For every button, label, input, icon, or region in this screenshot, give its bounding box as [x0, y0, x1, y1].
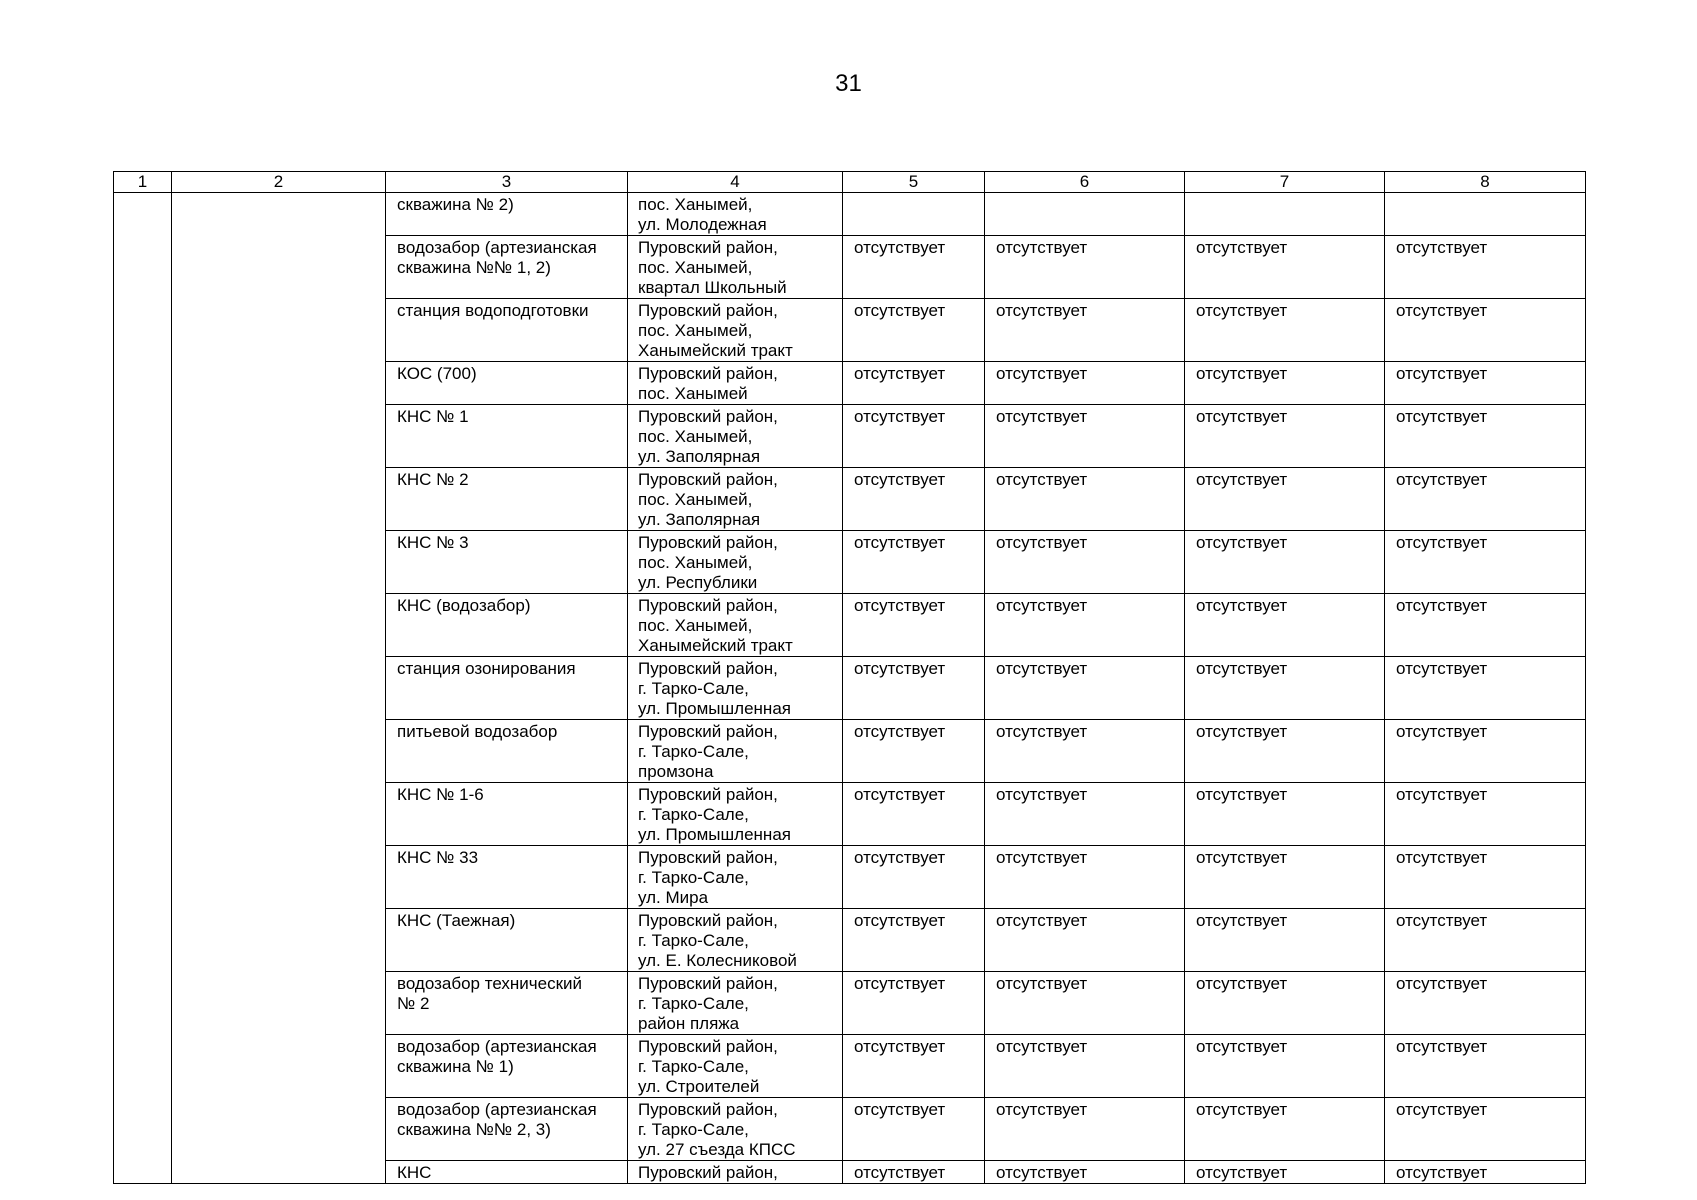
- cell-object: КНС № 1-6: [386, 783, 628, 846]
- cell-col6: отсутствует: [985, 236, 1185, 299]
- cell-col7: отсутствует: [1185, 909, 1385, 972]
- cell-address: Пуровский район, пос. Ханымей, квартал Школьный: [628, 236, 843, 299]
- cell-address: Пуровский район, г. Тарко-Сале, ул. Промышленная: [628, 783, 843, 846]
- cell-col6: отсутствует: [985, 531, 1185, 594]
- cell-col8: отсутствует: [1385, 1035, 1586, 1098]
- cell-address: Пуровский район, г. Тарко-Сале, район пляжа: [628, 972, 843, 1035]
- cell-col7: отсутствует: [1185, 1035, 1385, 1098]
- cell-object: водозабор (артезианская скважина №№ 1, 2): [386, 236, 628, 299]
- cell-col5: отсутствует: [843, 1161, 985, 1184]
- cell-col8: отсутствует: [1385, 236, 1586, 299]
- cell-address: Пуровский район, г. Тарко-Сале, ул. Промышленная: [628, 657, 843, 720]
- cell-col5: отсутствует: [843, 1035, 985, 1098]
- cell-address: Пуровский район, пос. Ханымей, Ханымейский тракт: [628, 299, 843, 362]
- cell-object: КНС (водозабор): [386, 594, 628, 657]
- cell-col6: отсутствует: [985, 846, 1185, 909]
- cell-col6: отсутствует: [985, 657, 1185, 720]
- cell-col7: отсутствует: [1185, 1098, 1385, 1161]
- cell-col7: отсутствует: [1185, 1161, 1385, 1184]
- cell-col1-merged: [114, 193, 172, 1184]
- cell-col6: [985, 193, 1185, 236]
- cell-col5: отсутствует: [843, 362, 985, 405]
- cell-object: скважина № 2): [386, 193, 628, 236]
- cell-col5: отсутствует: [843, 720, 985, 783]
- cell-col8: отсутствует: [1385, 531, 1586, 594]
- cell-col7: отсутствует: [1185, 657, 1385, 720]
- cell-col8: отсутствует: [1385, 783, 1586, 846]
- cell-col5: отсутствует: [843, 972, 985, 1035]
- cell-col6: отсутствует: [985, 468, 1185, 531]
- cell-address: пос. Ханымей, ул. Молодежная: [628, 193, 843, 236]
- cell-object: водозабор (артезианская скважина №№ 2, 3): [386, 1098, 628, 1161]
- cell-col5: отсутствует: [843, 236, 985, 299]
- cell-col7: отсутствует: [1185, 783, 1385, 846]
- cell-object: КНС: [386, 1161, 628, 1184]
- cell-col7: отсутствует: [1185, 362, 1385, 405]
- cell-col6: отсутствует: [985, 299, 1185, 362]
- column-header: 1: [114, 172, 172, 193]
- cell-col6: отсутствует: [985, 362, 1185, 405]
- cell-address: Пуровский район, г. Тарко-Сале, ул. Мира: [628, 846, 843, 909]
- cell-col5: отсутствует: [843, 783, 985, 846]
- cell-object: водозабор технический № 2: [386, 972, 628, 1035]
- cell-object: станция водоподготовки: [386, 299, 628, 362]
- cell-col8: отсутствует: [1385, 299, 1586, 362]
- column-header: 8: [1385, 172, 1586, 193]
- cell-col7: отсутствует: [1185, 531, 1385, 594]
- cell-address: Пуровский район, г. Тарко-Сале, ул. Е. Колесниковой: [628, 909, 843, 972]
- cell-address: Пуровский район, пос. Ханымей, ул. Заполярная: [628, 405, 843, 468]
- column-header: 6: [985, 172, 1185, 193]
- cell-col7: отсутствует: [1185, 972, 1385, 1035]
- cell-col5: отсутствует: [843, 909, 985, 972]
- cell-address: Пуровский район, г. Тарко-Сале, ул. Строителей: [628, 1035, 843, 1098]
- header-row: [114, 172, 1586, 193]
- cell-col7: отсутствует: [1185, 594, 1385, 657]
- column-header: 5: [843, 172, 985, 193]
- cell-col5: отсутствует: [843, 531, 985, 594]
- cell-col7: отсутствует: [1185, 236, 1385, 299]
- cell-col8: отсутствует: [1385, 909, 1586, 972]
- column-header: 3: [386, 172, 628, 193]
- cell-col8: отсутствует: [1385, 657, 1586, 720]
- cell-col5: отсутствует: [843, 299, 985, 362]
- cell-object: КНС № 1: [386, 405, 628, 468]
- cell-address: Пуровский район, пос. Ханымей, Ханымейский тракт: [628, 594, 843, 657]
- cell-col7: отсутствует: [1185, 405, 1385, 468]
- cell-col8: отсутствует: [1385, 1161, 1586, 1184]
- column-header: 4: [628, 172, 843, 193]
- cell-col5: отсутствует: [843, 657, 985, 720]
- page-number: 31: [835, 70, 862, 97]
- cell-col8: отсутствует: [1385, 362, 1586, 405]
- cell-col7: отсутствует: [1185, 468, 1385, 531]
- cell-col8: [1385, 193, 1586, 236]
- cell-object: КНС № 3: [386, 531, 628, 594]
- cell-col8: отсутствует: [1385, 468, 1586, 531]
- cell-col6: отсутствует: [985, 1098, 1185, 1161]
- cell-address: Пуровский район, г. Тарко-Сале, промзона: [628, 720, 843, 783]
- cell-col8: отсутствует: [1385, 594, 1586, 657]
- cell-col6: отсутствует: [985, 594, 1185, 657]
- cell-object: питьевой водозабор: [386, 720, 628, 783]
- cell-col8: отсутствует: [1385, 405, 1586, 468]
- cell-col7: [1185, 193, 1385, 236]
- cell-col2-merged: [172, 193, 386, 1184]
- cell-object: КОС (700): [386, 362, 628, 405]
- cell-address: Пуровский район, пос. Ханымей: [628, 362, 843, 405]
- table-row: [114, 193, 1586, 236]
- cell-col5: отсутствует: [843, 1098, 985, 1161]
- cell-col6: отсутствует: [985, 909, 1185, 972]
- cell-col5: отсутствует: [843, 468, 985, 531]
- cell-col8: отсутствует: [1385, 846, 1586, 909]
- cell-col6: отсутствует: [985, 972, 1185, 1035]
- cell-col7: отсутствует: [1185, 299, 1385, 362]
- cell-address: Пуровский район, г. Тарко-Сале, ул. 27 съезда КПСС: [628, 1098, 843, 1161]
- cell-col6: отсутствует: [985, 783, 1185, 846]
- cell-object: КНС № 33: [386, 846, 628, 909]
- data-table: [113, 171, 1586, 1184]
- cell-col6: отсутствует: [985, 405, 1185, 468]
- cell-col6: отсутствует: [985, 1161, 1185, 1184]
- cell-col8: отсутствует: [1385, 972, 1586, 1035]
- column-header: 2: [172, 172, 386, 193]
- cell-col8: отсутствует: [1385, 720, 1586, 783]
- cell-col7: отсутствует: [1185, 720, 1385, 783]
- cell-address: Пуровский район, пос. Ханымей, ул. Республики: [628, 531, 843, 594]
- cell-address: Пуровский район, пос. Ханымей, ул. Заполярная: [628, 468, 843, 531]
- cell-object: КНС № 2: [386, 468, 628, 531]
- cell-col6: отсутствует: [985, 1035, 1185, 1098]
- cell-address: Пуровский район,: [628, 1161, 843, 1184]
- cell-col6: отсутствует: [985, 720, 1185, 783]
- column-header: 7: [1185, 172, 1385, 193]
- cell-col5: [843, 193, 985, 236]
- cell-col5: отсутствует: [843, 846, 985, 909]
- cell-object: водозабор (артезианская скважина № 1): [386, 1035, 628, 1098]
- cell-col8: отсутствует: [1385, 1098, 1586, 1161]
- cell-object: КНС (Таежная): [386, 909, 628, 972]
- cell-col5: отсутствует: [843, 405, 985, 468]
- cell-object: станция озонирования: [386, 657, 628, 720]
- cell-col5: отсутствует: [843, 594, 985, 657]
- cell-col7: отсутствует: [1185, 846, 1385, 909]
